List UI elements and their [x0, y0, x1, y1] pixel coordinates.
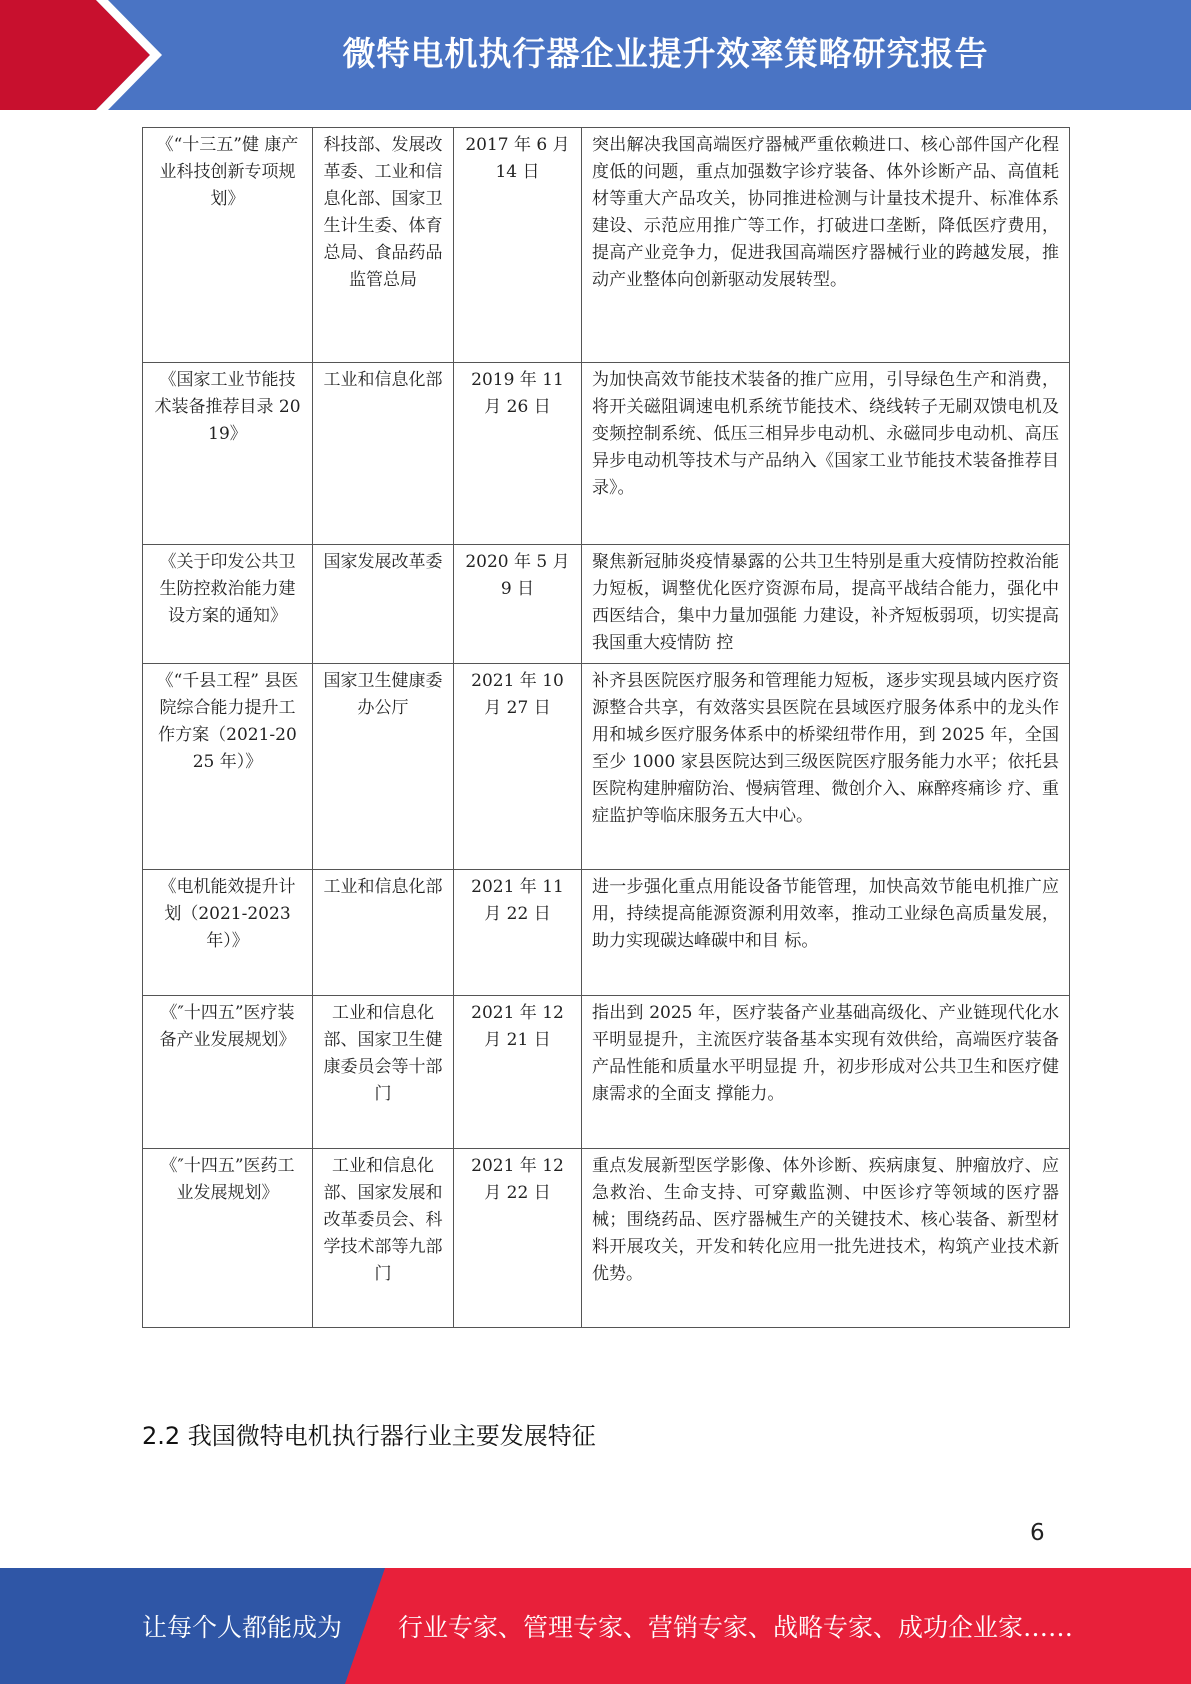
policy-content-cell: 指出到 2025 年，医疗装备产业基础高级化、产业链现代化水平明显提升，主流医疗装备基本实现有效供给，高端医疗装备产品性能和质量水平明显提 升，初步形成对公共卫生和医疗健康需求的全面支 撑能力。	[582, 996, 1070, 1149]
issue-date-cell: 2021 年 12 月 21 日	[454, 996, 582, 1149]
policy-name-cell: 《“十三五”健 康产业科技创新专项规划》	[143, 128, 313, 363]
policy-content-cell: 进一步强化重点用能设备节能管理，加快高效节能电机推广应用，持续提高能源资源利用效率，推动工业绿色高质量发展，助力实现碳达峰碳中和目 标。	[582, 870, 1070, 996]
policy-name-cell: 《关于印发公共卫生防控救治能力建设方案的通知》	[143, 545, 313, 664]
policy-content-cell: 重点发展新型医学影像、体外诊断、疾病康复、肿瘤放疗、应急救治、生命支持、可穿戴监测、中医诊疗等领域的医疗器械；围绕药品、医疗器械生产的关键技术、核心装备、新型材料开展攻关，开发和转化应用一批先进技术，构筑产业技术新优势。	[582, 1149, 1070, 1328]
issue-date-cell: 2021 年 11 月 22 日	[454, 870, 582, 996]
table-row	[143, 996, 1070, 1149]
issuing-department-cell: 国家发展改革委	[313, 545, 454, 664]
page-footer	[0, 1568, 1191, 1684]
issue-date-cell: 2019 年 11 月 26 日	[454, 363, 582, 545]
issuing-department-cell: 工业和信息化部、国家发展和改革委员会、科学技术部等九部门	[313, 1149, 454, 1328]
issuing-department-cell: 国家卫生健康委办公厅	[313, 664, 454, 870]
issue-date-cell: 2021 年 10 月 27 日	[454, 664, 582, 870]
issuing-department-cell: 工业和信息化部、国家卫生健康委员会等十部门	[313, 996, 454, 1149]
issue-date-cell: 2021 年 12 月 22 日	[454, 1149, 582, 1328]
policy-content-cell: 补齐县医院医疗服务和管理能力短板，逐步实现县域内医疗资源整合共享，有效落实县医院在县域医疗服务体系中的龙头作用和城乡医疗服务体系中的桥梁纽带作用，到 2025 年，全国至少 1000 家县医院达到三级医院医疗服务能力水平；依托县医院构建肿瘤防治、慢病管理、微创介入、麻醉疼痛诊 疗、重症监护等临床服务五大中心。	[582, 664, 1070, 870]
table-row	[143, 545, 1070, 664]
policy-name-cell: 《″十四五”医药工业发展规划》	[143, 1149, 313, 1328]
issue-date-cell: 2017 年 6 月 14 日	[454, 128, 582, 363]
table-row	[143, 870, 1070, 996]
policy-content-cell: 聚焦新冠肺炎疫情暴露的公共卫生特别是重大疫情防控救治能力短板，调整优化医疗资源布局，提高平战结合能力，强化中西医结合，集中力量加强能 力建设，补齐短板弱项，切实提高我国重大疫情防 控	[582, 545, 1070, 664]
issue-date-cell: 2020 年 5 月 9 日	[454, 545, 582, 664]
policy-name-cell: 《国家工业节能技术装备推荐目录 2019》	[143, 363, 313, 545]
policy-content-cell: 为加快高效节能技术装备的推广应用，引导绿色生产和消费，将开关磁阻调速电机系统节能技术、绕线转子无刷双馈电机及变频控制系统、低压三相异步电动机、永磁同步电动机、高压异步电动机等技术与产品纳入《国家工业节能技术装备推荐目 录》。	[582, 363, 1070, 545]
footer-slogan-right: 行业专家、管理专家、营销专家、战略专家、成功企业家……	[398, 1613, 1074, 1642]
issuing-department-cell: 工业和信息化部	[313, 870, 454, 996]
page-header	[0, 0, 1191, 110]
section-heading: 2.2 我国微特电机执行器行业主要发展特征	[142, 1422, 596, 1450]
table-row	[143, 664, 1070, 870]
policy-name-cell: 《″十四五”医疗装备产业发展规划》	[143, 996, 313, 1149]
policy-table	[142, 127, 1070, 1328]
table-row	[143, 128, 1070, 363]
policy-content-cell: 突出解决我国高端医疗器械严重依赖进口、核心部件国产化程度低的问题，重点加强数字诊疗装备、体外诊断产品、高值耗材等重大产品攻关，协同推进检测与计量技术提升、标准体系建设、示范应用推广等工作，打破进口垄断，降低医疗费用，提高产业竞争力，促进我国高端医疗器械行业的跨越发展，推动产业整体向创新驱动发展转型。	[582, 128, 1070, 363]
issuing-department-cell: 科技部、发展改革委、工业和信息化部、国家卫生计生委、体育总局、食品药品监管总局	[313, 128, 454, 363]
page-number: 6	[1030, 1520, 1045, 1546]
issuing-department-cell: 工业和信息化部	[313, 363, 454, 545]
policy-name-cell: 《“千县工程” 县医院综合能力提升工作方案（2021-2025 年）》	[143, 664, 313, 870]
table-row	[143, 1149, 1070, 1328]
table-row	[143, 363, 1070, 545]
report-title: 微特电机执行器企业提升效率策略研究报告	[342, 34, 989, 73]
footer-slogan-left: 让每个人都能成为	[142, 1613, 343, 1642]
policy-name-cell: 《电机能效提升计划（2021-2023 年）》	[143, 870, 313, 996]
